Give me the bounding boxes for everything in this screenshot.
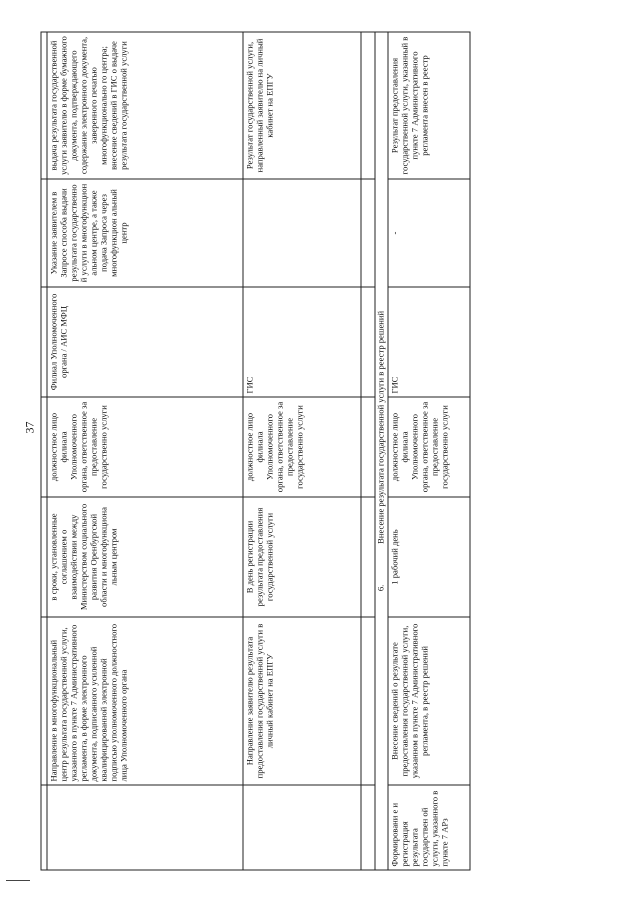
table-cell: Направление в многофункциональный центр результата государственной услуги, указанного в пункте 7 Административного регламента, в форме электронного документа, подписанного усиленной квалифицированной электронной подписью уполномоченного должностного лица Уполномоченного органа	[47, 617, 243, 785]
table-row	[388, 32, 470, 870]
table-cell: В день регистрации результата предоставления государственной услуги	[243, 497, 361, 617]
table-cell: Результат предоставления государственной услуги, указанный в пункте 7 Административного регламента внесен в реестр	[388, 32, 470, 179]
table-cell: ГИС	[388, 287, 470, 397]
table-cell: должностное лицо филиала Уполномоченного органа, ответственное за предоставление государственно услуги	[243, 397, 361, 497]
table-cell: в сроки, установленные соглашением о взаимодействии между Министерством социального развития Оренбургской области и многофункциона льным центром	[47, 497, 243, 617]
procedure-table	[41, 32, 471, 871]
table-cell	[47, 785, 243, 870]
section-title: Внесение результата государственной услуги в реестр решений	[375, 310, 386, 544]
table-cell: Формировани е и регистрация результата государствен ой услуги, указанного в пункте 7 АРз	[388, 785, 470, 870]
rotated-table-page	[41, 33, 472, 871]
table-cell: Направление заявителю результата предоставления государственной услуги в личный кабинет на ЕПГУ	[243, 617, 361, 785]
page-number: 37	[22, 421, 37, 434]
table-cell: 1 рабочий день	[388, 497, 470, 617]
table-cell: -	[388, 179, 470, 287]
table-row	[47, 32, 243, 870]
table-cell	[243, 785, 361, 870]
table-row	[361, 32, 375, 870]
section-number: 6.	[375, 584, 386, 592]
table-cell: Указание заявителем в Запросе способа выдачи результата государственно й услуги в многофункцион альном центре, а также подача Запроса через многофункцион альный центр	[47, 179, 243, 287]
table-cell: Филиал Уполномоченного органа / АИС МФЦ	[47, 287, 243, 397]
table-cell: Внесение сведений о результате предоставления государственной услуги, указанном в пункте 7 Административного регламента, в реестр решений	[388, 617, 470, 785]
table-cell: ГИС	[243, 287, 361, 397]
table-cell: должностное лицо филиала Уполномоченного органа, ответственное за предоставление государственно услуги	[47, 397, 243, 497]
table-cell	[243, 179, 361, 287]
margin-rule	[6, 880, 30, 881]
table-cell: Результат государственной услуги, направленный заявителю на личный кабинет на ЕПГУ	[243, 32, 361, 179]
section-heading-row	[375, 32, 388, 870]
table-cell: выдача результата государственной услуги заявителю в форме бумажного документа, подтверждающего содержание электронного документа, заверенного печатью многофункционально го центра; внесение сведений в ГИС о выдаче результата государственной услуги	[47, 32, 243, 179]
section-heading	[375, 32, 388, 870]
table-cell: должностное лицо филиала Уполномоченного органа, ответственное за предоставление государственно услуги	[388, 397, 470, 497]
table-row	[243, 32, 361, 870]
